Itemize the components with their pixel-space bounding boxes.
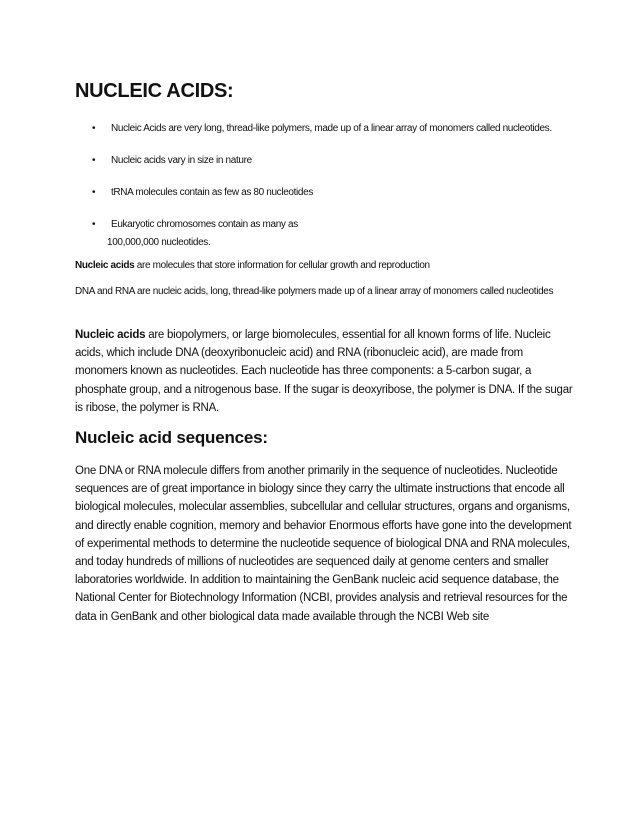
list-item [75, 184, 575, 202]
bullet-text: tRNA molecules contain as few as 80 nucleotides [111, 187, 314, 198]
bullet-icon: • [92, 123, 96, 134]
list-item [75, 120, 575, 138]
bullet-icon: • [92, 187, 96, 198]
list-item [75, 216, 575, 252]
paragraph-text: are biopolymers, or large biomolecules, essential for all known forms of life. Nucleic acids, which include DNA (deoxyribonucleic acid) and RNA (ribonucleic acid), are made from monomers known as nucleotides. Each nucleotide has three components: a 5-carbon sugar, a phosphate group, and a nitrogenous base. If the sugar is deoxyribose, the polymer is DNA. If the sugar is ribose, the polymer is RNA. [75, 329, 573, 414]
bullet-list [75, 120, 575, 260]
bold-term: Nucleic acids [75, 329, 146, 341]
paragraph [75, 326, 575, 417]
section-heading: Nucleic acid sequences: [75, 428, 268, 447]
bullet-text: Nucleic Acids are very long, thread-like polymers, made up of a linear array of monomers called nucleotides. [111, 123, 552, 134]
bullet-text-line: Eukaryotic chromosomes contain as many as [111, 219, 298, 230]
paragraph: One DNA or RNA molecule differs from another primarily in the sequence of nucleotides. Nucleotide sequences are of great importance in biology since they carry the ultimate instructions that encode all biological molecules, molecular assemblies, subcellular and cellular structures, organs and organisms, and directly enable cognition, memory and behavior Enormous efforts have gone into the development of experimental methods to determine the nucleotide sequence of biological DNA and RNA molecules, and today hundreds of millions of nucleotides are sequenced daily at genome centers and smaller laboratories worldwide. In addition to maintaining the GenBank nucleic acid sequence database, the National Center for Biotechnology Information (NCBI, provides analysis and retrieval resources for the data in GenBank and other biological data made available through the NCBI Web site [75, 465, 572, 623]
bullet-text-line: 100,000,000 nucleotides. [107, 237, 211, 248]
page-title: NUCLEIC ACIDS: [75, 80, 234, 102]
bold-term: Nucleic acids [75, 260, 135, 271]
bullet-icon: • [92, 155, 96, 166]
bullet-icon: • [92, 219, 96, 230]
paragraph-text: are molecules that store information for cellular growth and reproduction [134, 260, 430, 271]
list-item [75, 152, 575, 170]
bullet-text: Nucleic acids vary in size in nature [111, 155, 252, 166]
paragraph [75, 257, 565, 275]
paragraph: DNA and RNA are nucleic acids, long, thread-like polymers made up of a linear array of monomers called nucleotides [75, 286, 554, 297]
